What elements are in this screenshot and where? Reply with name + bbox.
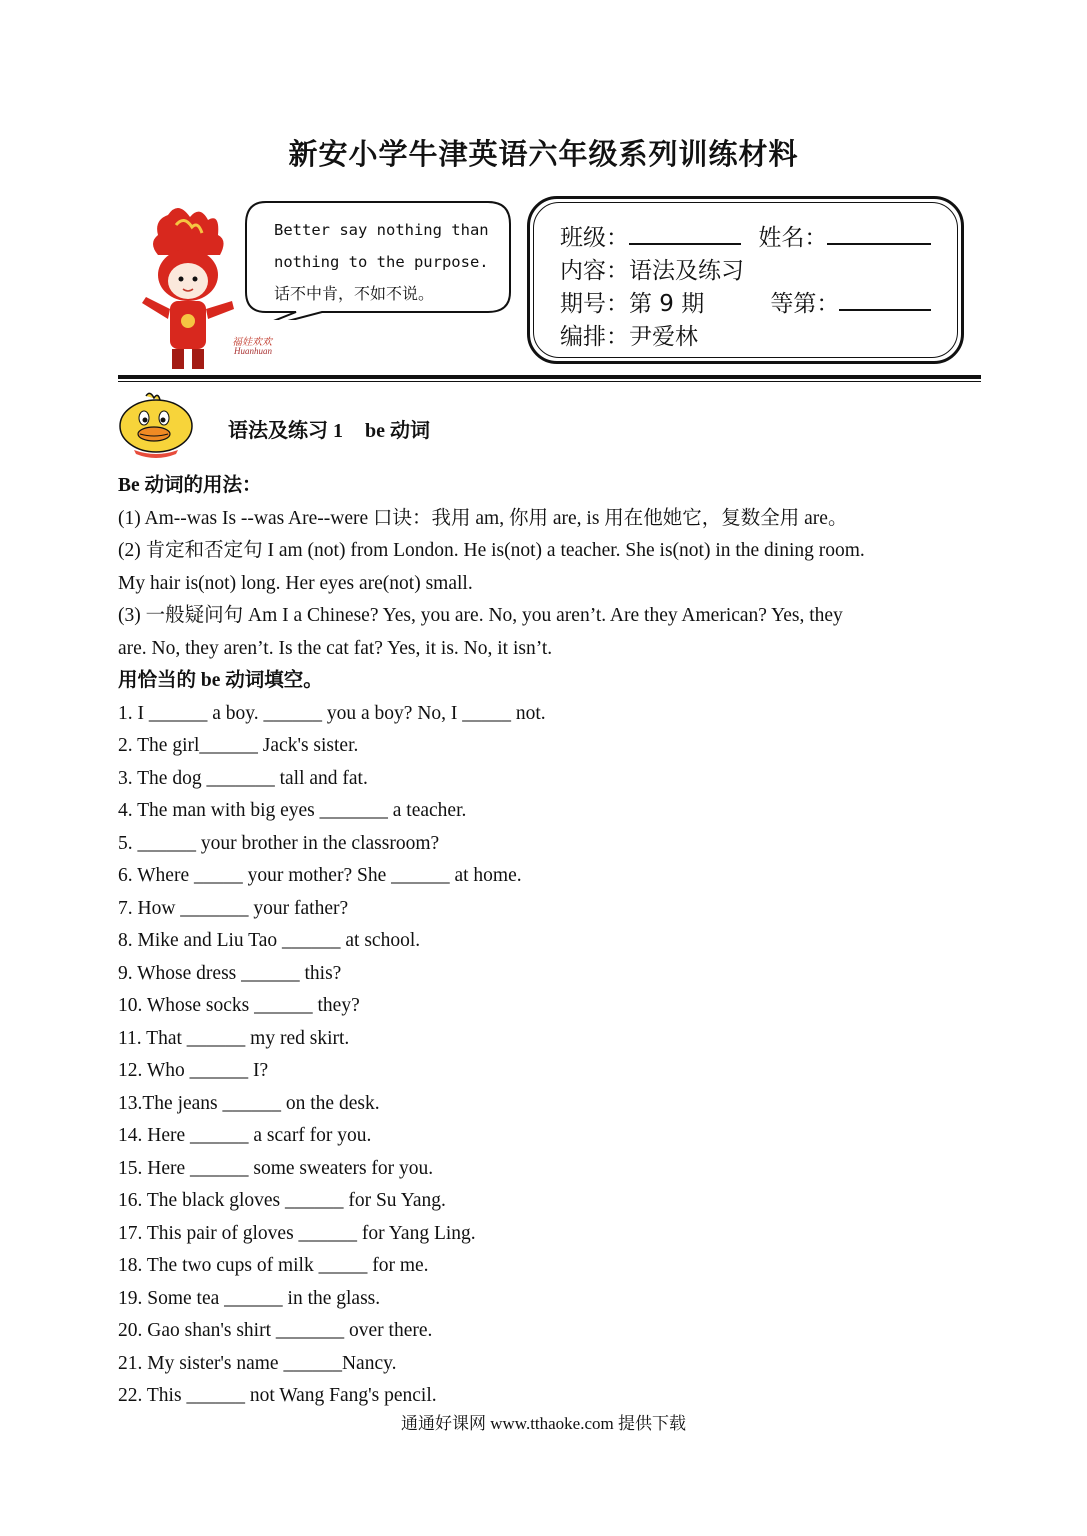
usage-heading: Be 动词的用法： (118, 475, 262, 496)
grade-label: 等第： (770, 291, 840, 317)
exercise-item: 11. That ______ my red skirt. (118, 1027, 350, 1049)
editor-label: 编排： (560, 324, 629, 350)
usage-rule-2b: My hair is(not) long. Her eyes are(not) small. (118, 572, 473, 594)
exercise-item: 17. This pair of gloves ______ for Yang Ling. (118, 1222, 476, 1244)
editor-value: 尹爱林 (629, 324, 698, 350)
page-title: 新安小学牛津英语六年级系列训练材料 (288, 139, 799, 171)
exercise-instruction: 用恰当的 be 动词填空。 (118, 670, 323, 691)
speech-bubble-text (274, 214, 506, 310)
usage-rule-3b: are. No, they aren’t. Is the cat fat? Yes, it is. No, it isn’t. (118, 637, 553, 659)
proverb-line-2: nothing to the purpose. (274, 253, 489, 271)
duck-icon (116, 392, 196, 458)
usage-rule-2a: (2) 肯定和否定句 I am (not) from London. He is(not) a teacher. She is(not) in the dining room. (118, 540, 865, 561)
exercise-item: 6. Where _____ your mother? She ______ at home. (118, 865, 522, 886)
editor-row (560, 318, 698, 351)
exercise-item: 15. Here ______ some sweaters for you. (118, 1157, 434, 1179)
proverb-line-1: Better say nothing than (274, 221, 489, 239)
content-row (560, 252, 744, 285)
mascot-caption: 福娃欢欢 (232, 337, 272, 348)
exercise-item: 2. The girl______ Jack's sister. (118, 735, 359, 756)
issue-value: 第 9 期 (629, 291, 705, 317)
exercise-item: 16. The black gloves ______ for Su Yang. (118, 1190, 446, 1211)
exercise-item: 20. Gao shan's shirt _______ over there. (118, 1320, 433, 1341)
exercise-item: 9. Whose dress ______ this? (118, 962, 342, 984)
student-info-box (527, 196, 964, 364)
mascot-illustration (128, 205, 248, 375)
usage-rule-3a: (3) 一般疑问句 Am I a Chinese? Yes, you are. No, you aren’t. Are they American? Yes, they (118, 605, 843, 626)
exercise-item: 18. The two cups of milk _____ for me. (118, 1255, 429, 1276)
header-divider (118, 375, 981, 379)
exercise-item: 12. Who ______ I? (118, 1060, 269, 1081)
content-value: 语法及练习 (629, 258, 744, 284)
name-label: 姓名： (758, 225, 828, 251)
page-footer: 通通好课网 www.tthaoke.com 提供下载 (400, 1414, 687, 1433)
class-label: 班级： (560, 225, 629, 251)
name-blank[interactable] (827, 225, 931, 245)
mascot-name: Huanhuan (234, 346, 272, 356)
class-blank[interactable] (629, 225, 741, 245)
exercise-item: 21. My sister's name ______Nancy. (118, 1352, 397, 1374)
exercise-item: 22. This ______ not Wang Fang's pencil. (118, 1385, 437, 1406)
usage-rule-1: (1) Am--was Is --was Are--were 口诀：我用 am, 你用 are, is 用在他她它，复数全用 are。 (118, 507, 848, 529)
issue-label: 期号： (560, 291, 629, 317)
exercise-item: 19. Some tea ______ in the glass. (118, 1287, 381, 1309)
exercise-item: 14. Here ______ a scarf for you. (118, 1125, 372, 1146)
header-divider-thin (118, 381, 981, 382)
exercise-item: 4. The man with big eyes _______ a teacher. (118, 800, 467, 821)
issue-row (560, 285, 931, 318)
grade-blank[interactable] (839, 291, 931, 311)
exercise-item: 3. The dog _______ tall and fat. (118, 767, 368, 789)
class-name-row (560, 219, 931, 252)
section-title-zh: 语法及练习 1 (228, 420, 343, 442)
section-subtitle: be 动词 (365, 420, 430, 442)
exercise-item: 13.The jeans ______ on the desk. (118, 1092, 380, 1114)
exercise-item: 1. I ______ a boy. ______ you a boy? No, I _____ not. (118, 702, 546, 724)
content-label: 内容： (560, 258, 629, 284)
exercise-item: 8. Mike and Liu Tao ______ at school. (118, 930, 421, 951)
exercise-item: 10. Whose socks ______ they? (118, 995, 360, 1016)
proverb-translation: 话不中肯，不如不说。 (274, 284, 435, 303)
section-title (228, 414, 430, 443)
exercise-item: 7. How _______ your father? (118, 897, 349, 919)
worksheet-body (118, 470, 988, 1413)
exercise-item: 5. ______ your brother in the classroom? (118, 832, 440, 854)
